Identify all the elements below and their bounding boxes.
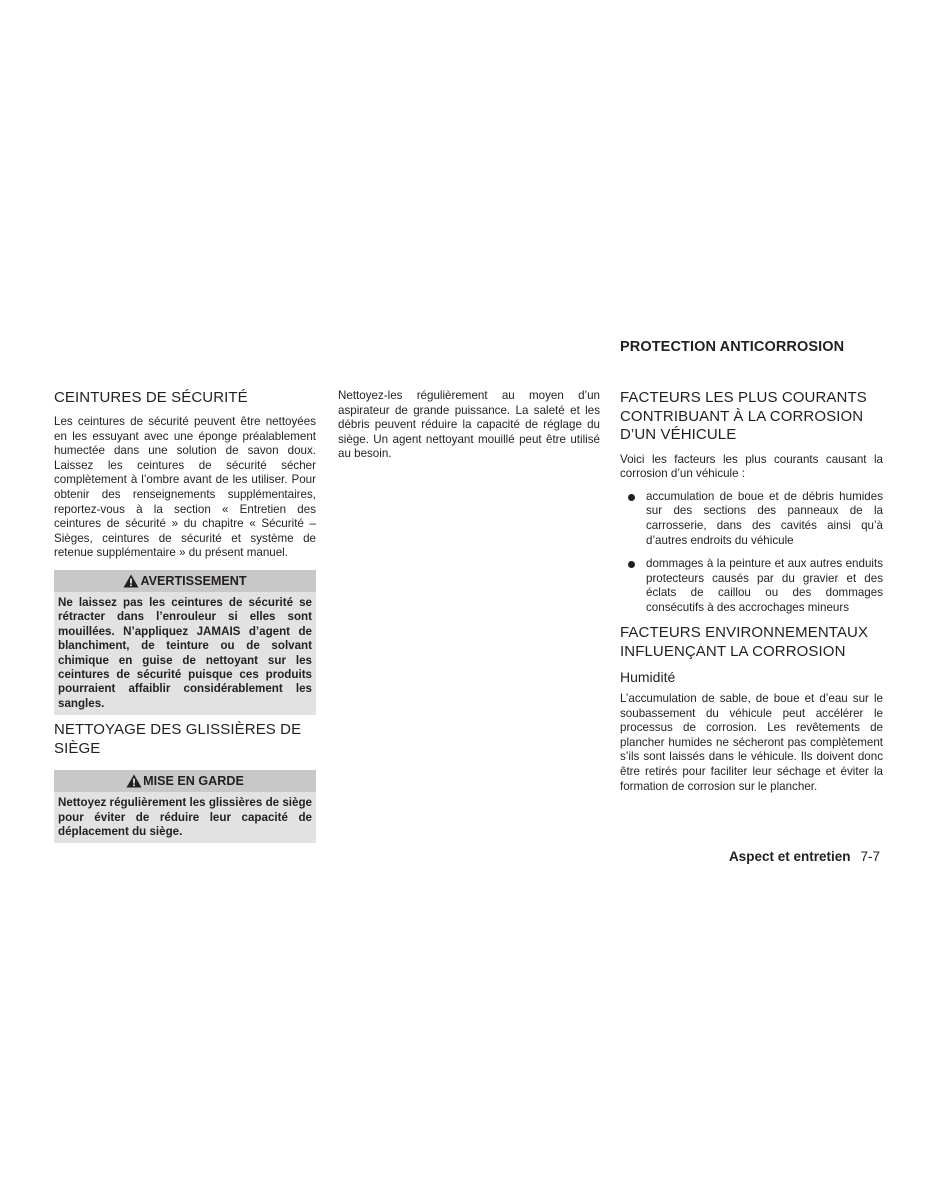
caution-box-header (54, 770, 316, 792)
warning-title: AVERTISSEMENT (140, 573, 247, 588)
humidity-paragraph: L’accumulation de sable, de boue et d’eau sur le soubassement du véhicule peut accélérer le processus de corrosion. Les revêtements de plancher humides ne sécheront pas complètement s’ils sont laissés dans le véhicule. Ils doivent donc être retirés pour faciliter leur séchage et éviter la formation de corrosion sur le plancher. (620, 692, 883, 793)
caution-text: Nettoyez régulièrement les glissières de siège pour éviter de réduire leur capacité de déplacement du siège. (54, 792, 316, 843)
warning-triangle-icon (126, 773, 142, 795)
warning-box (54, 570, 316, 715)
footer-chapter: Aspect et entretien (728, 849, 851, 864)
left-column (54, 389, 316, 843)
section-title: PROTECTION ANTICORROSION (620, 339, 845, 355)
list-item (620, 490, 883, 549)
warning-triangle-icon (123, 573, 139, 595)
heading-corrosion-factors: FACTEURS LES PLUS COURANTS CONTRIBUANT À LA CORROSION D’UN VÉHICULE (620, 389, 867, 443)
bullet-dot-icon (628, 494, 635, 501)
right-column (620, 339, 883, 794)
warning-text: Ne laissez pas les ceintures de sécurité se rétracter dans l’enrouleur si elles sont mouillées. N’appliquez JAMAIS d’agent de blanchiment, de teinture ou de solvant chimique en guise de nettoyant sur les ceintures de sécurité puisque ces produits pourraient affaiblir considérablement les sangles. (54, 592, 316, 715)
warning-box-header (54, 570, 316, 592)
seat-belts-paragraph: Les ceintures de sécurité peuvent être nettoyées en les essuyant avec une éponge préalablement humectée dans une solution de savon doux. Laissez les ceintures de sécurité sécher complètement à l’ombre avant de les utiliser. Pour obtenir des renseignements supplémentaires, reportez-vous à la section « Entretien des ceintures de sécurité » du chapitre « Sécurité – Sièges, ceintures de sécurité et système de retenue supplémentaire » du présent manuel. (54, 415, 316, 560)
footer-page-number: 7-7 (860, 849, 880, 864)
page-footer (729, 849, 880, 864)
list-item-text: dommages à la peinture et aux autres enduits protecteurs causés par du gravier et des éclats de caillou ou des dommages consécutifs à des accrochages mineurs (646, 556, 883, 615)
heading-seat-rails: NETTOYAGE DES GLISSIÈRES DE SIÈGE (54, 721, 302, 757)
factors-intro: Voici les facteurs les plus courants causant la corrosion d’un véhicule : (620, 452, 883, 481)
caution-box (54, 770, 316, 843)
caution-title: MISE EN GARDE (143, 774, 244, 789)
seat-rails-paragraph: Nettoyez-les régulièrement au moyen d’un aspirateur de grande puissance. La saleté et les débris peuvent réduire la capacité de réglage du siège. Un agent nettoyant mouillé peut être utilisé au besoin. (338, 389, 600, 461)
middle-column (338, 389, 600, 462)
list-item-text: accumulation de boue et de débris humides sur des sections des panneaux de la carrosserie, dans des cavités ainsi qu’à d’autres endroits du véhicule (646, 489, 883, 548)
heading-seat-belts: CEINTURES DE SÉCURITÉ (54, 389, 248, 406)
heading-environmental-factors: FACTEURS ENVIRONNEMENTAUX INFLUENÇANT LA CORROSION (620, 624, 869, 660)
bullet-dot-icon (628, 561, 635, 568)
list-item (620, 557, 883, 616)
subheading-humidity: Humidité (620, 669, 676, 686)
factors-list (620, 490, 883, 616)
